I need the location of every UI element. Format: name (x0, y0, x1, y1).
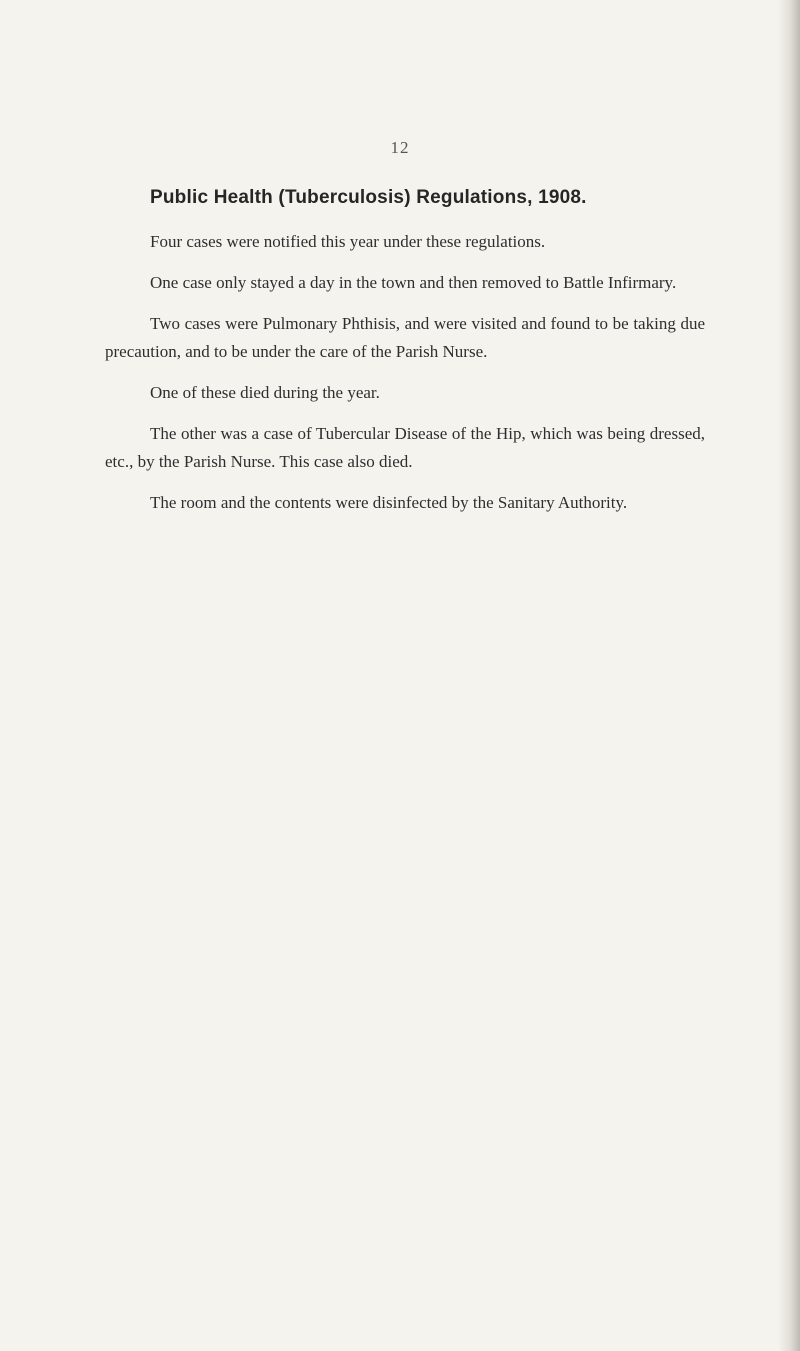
paragraph-hip-disease: The other was a case of Tubercular Disease of the Hip, which was being dressed, etc., by the Parish Nurse. This case also died. (105, 424, 705, 471)
paragraph-pulmonary-phthisis: Two cases were Pulmonary Phthisis, and were visited and found to be taking due precaution, and to be under the care of the Parish Nurse. (105, 314, 705, 361)
body-text (105, 228, 705, 530)
paragraph-notified-cases: Four cases were notified this year under these regulations. (150, 232, 546, 251)
paragraph-died-during-year: One of these died during the year. (150, 383, 380, 402)
paragraph-disinfection: The room and the contents were disinfected by the Sanitary Authority. (150, 493, 628, 512)
section-heading: Public Health (Tuberculosis) Regulations, 1908. (150, 187, 587, 208)
paragraph-battle-infirmary: One case only stayed a day in the town and then removed to Battle Infirmary. (150, 273, 677, 292)
page-edge-shadow (778, 0, 800, 1351)
page-number: 12 (390, 138, 410, 157)
